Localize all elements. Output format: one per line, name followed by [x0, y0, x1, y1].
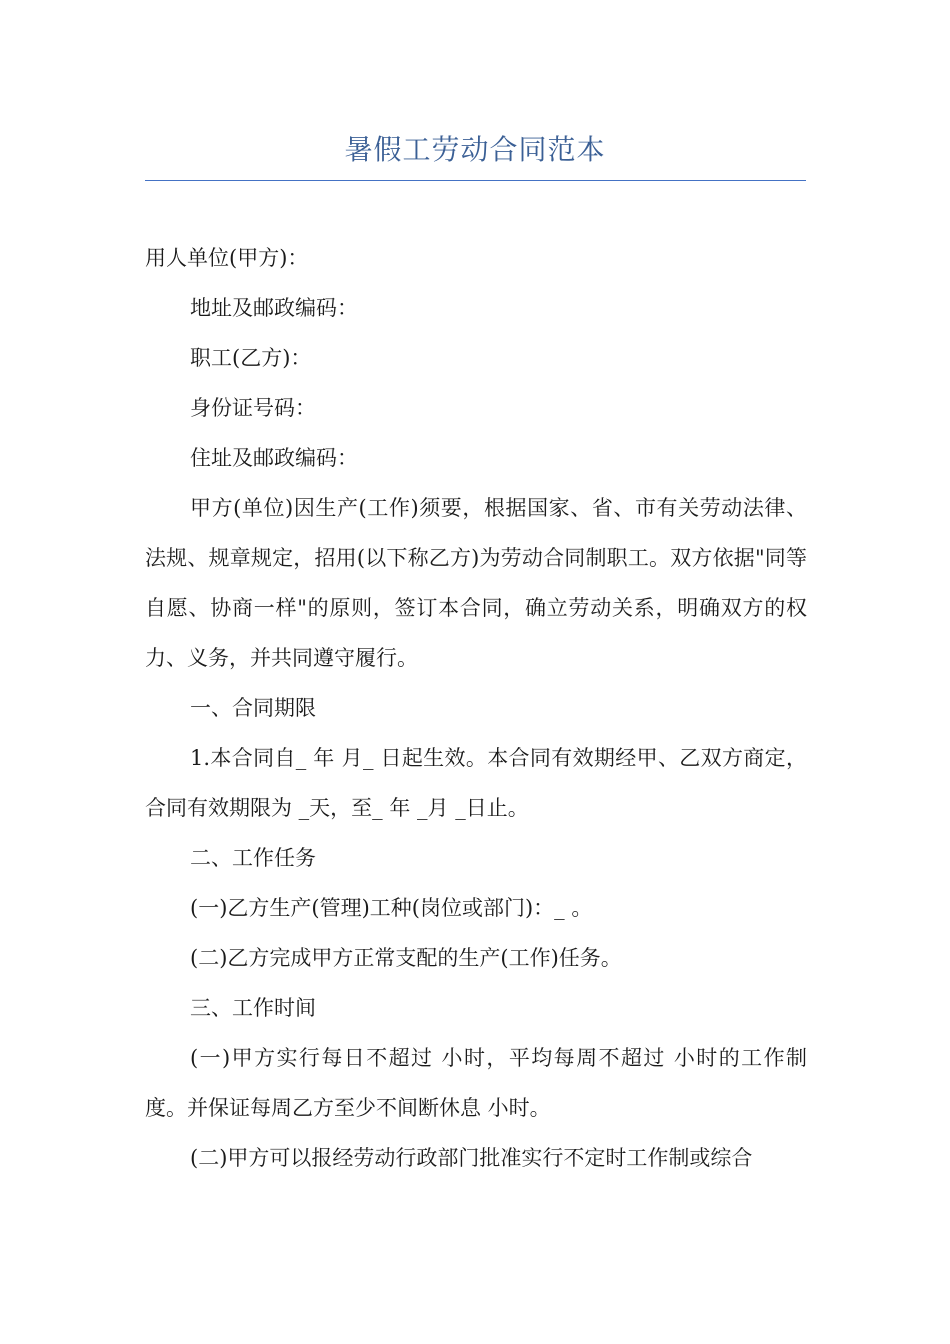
document-title: 暑假工劳动合同范本 — [344, 133, 606, 166]
paragraph: 1.本合同自_ 年 月_ 日起生效。本合同有效期经甲、乙双方商定，合同有效期限为 _天，至_ 年 _月 _日止。 — [145, 746, 807, 820]
paragraph: 职工(乙方)： — [190, 346, 312, 370]
paragraph: (二)甲方可以报经劳动行政部门批准实行不定时工作制或综合 — [190, 1146, 753, 1170]
paragraph: (二)乙方完成甲方正常支配的生产(工作)任务。 — [190, 946, 622, 970]
paragraph: 二、工作任务 — [190, 846, 316, 870]
paragraph: 身份证号码： — [190, 396, 316, 420]
paragraph: 甲方(单位)因生产(工作)须要，根据国家、省、市有关劳动法律、法规、规章规定，招用(以下称乙方)为劳动合同制职工。双方依据"同等自愿、协商一样"的原则，签订本合同，确立劳动关系，明确双方的权力、义务，并共同遵守履行。 — [145, 496, 807, 670]
document-body — [145, 233, 807, 1183]
paragraph: (一)乙方生产(管理)工种(岗位或部门)：_ 。 — [190, 896, 593, 920]
paragraph: 住址及邮政编码： — [190, 446, 358, 470]
title-underline — [145, 180, 806, 181]
paragraph: (一)甲方实行每日不超过 小时，平均每周不超过 小时的工作制度。并保证每周乙方至少不间断休息 小时。 — [145, 1046, 807, 1120]
paragraph: 用人单位(甲方)： — [145, 246, 309, 270]
paragraph: 地址及邮政编码： — [190, 296, 358, 320]
paragraph: 一、合同期限 — [190, 696, 316, 720]
paragraph: 三、工作时间 — [190, 996, 316, 1020]
